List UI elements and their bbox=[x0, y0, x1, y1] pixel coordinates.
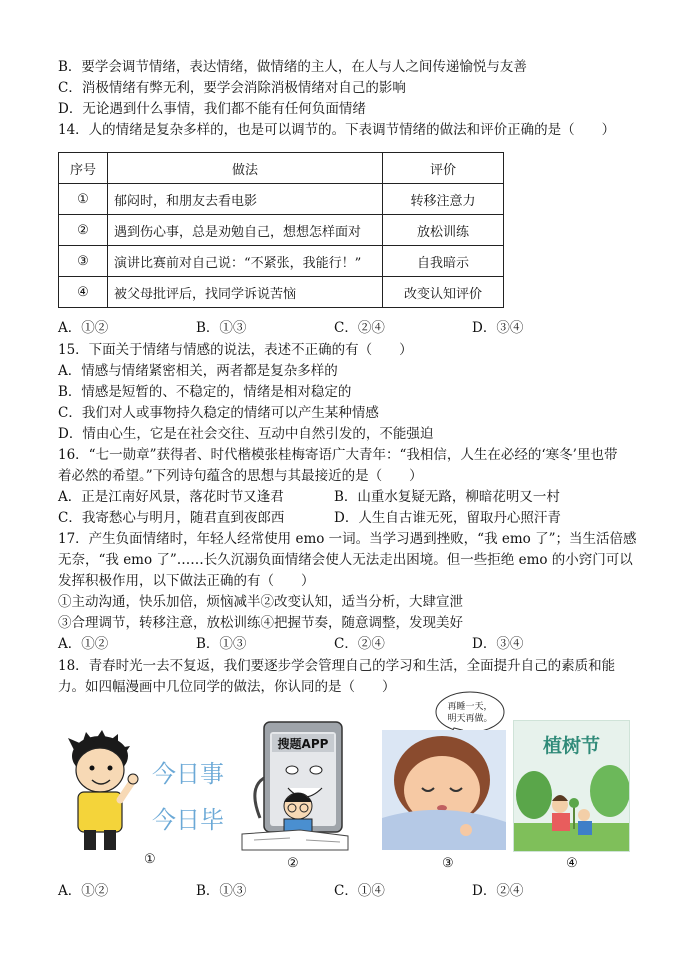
prev-option-b: B．要学会调节情绪，表达情绪，做情绪的主人，在人与人之间传递愉悦与友善 bbox=[58, 59, 527, 75]
pic3-bubble-line1: 再睡一天， bbox=[447, 702, 493, 712]
sleeping-child-image bbox=[382, 690, 506, 850]
pic1-text-line2: 今日毕 bbox=[152, 806, 224, 834]
option-d[interactable]: D．人生自古谁无死，留取丹心照汗青 bbox=[334, 510, 561, 526]
option-a[interactable]: A．正是江南好风景，落花时节又逢君 bbox=[58, 489, 284, 505]
header-no: 序号 bbox=[59, 153, 108, 184]
row-action: 遇到伤心事，总是劝勉自己，想想怎样面对 bbox=[108, 215, 383, 246]
q14-options bbox=[58, 318, 638, 338]
pic3-caption: ③ bbox=[442, 856, 454, 871]
table-row bbox=[59, 246, 504, 277]
tree-planting-illustration bbox=[514, 765, 629, 851]
q15-option-d[interactable]: D．情由心生，它是在社会交往、互动中自然引发的，不能强迫 bbox=[58, 426, 434, 442]
option-a[interactable]: A．①② bbox=[58, 636, 109, 652]
arbor-day-poster-image bbox=[513, 720, 630, 852]
option-b[interactable]: B．山重水复疑无路，柳暗花明又一村 bbox=[334, 489, 560, 505]
option-c[interactable]: C．②④ bbox=[334, 320, 385, 336]
cartoon-boy-image bbox=[60, 730, 230, 855]
pic1-text-line1: 今日事 bbox=[152, 760, 224, 788]
option-d[interactable]: D．③④ bbox=[472, 636, 524, 652]
header-eval: 评价 bbox=[383, 153, 504, 184]
option-c[interactable]: C．我寄愁心与明月，随君直到夜郎西 bbox=[58, 510, 285, 526]
q18-stem-line1: 18．青春时光一去不复返，我们要逐步学会管理自己的学习和生活，全面提升自己的素质和能 bbox=[58, 658, 616, 674]
pic2-caption: ② bbox=[287, 856, 299, 871]
row-action: 被父母批评后，找同学诉说苦恼 bbox=[108, 277, 383, 308]
pic2-app-label: 搜题APP bbox=[277, 737, 329, 751]
row-no: ② bbox=[59, 215, 108, 246]
row-eval: 自我暗示 bbox=[383, 246, 504, 277]
table-row bbox=[59, 215, 504, 246]
q16-stem-line1: 16．“七一勋章”获得者、时代楷模张桂梅寄语广大青年：“我相信，人生在必经的‘寒冬’里也带 bbox=[58, 447, 618, 463]
option-c[interactable]: C．①④ bbox=[334, 883, 385, 899]
q17-stem-line2: 无奈，“我 emo 了”……长久沉溺负面情绪会使人无法走出困境。但一些拒绝 emo 的小窍门可以 bbox=[58, 552, 633, 568]
option-b[interactable]: B．①③ bbox=[196, 320, 247, 336]
pic3-bubble-line2: 明天再做。 bbox=[447, 714, 493, 724]
option-c[interactable]: C．②④ bbox=[334, 636, 385, 652]
q18-options bbox=[58, 881, 638, 901]
row-eval: 放松训练 bbox=[383, 215, 504, 246]
table-header-row bbox=[59, 153, 504, 184]
row-no: ③ bbox=[59, 246, 108, 277]
row-eval: 转移注意力 bbox=[383, 184, 504, 215]
pic1-caption: ① bbox=[144, 852, 156, 867]
row-eval: 改变认知评价 bbox=[383, 277, 504, 308]
option-a[interactable]: A．①② bbox=[58, 883, 109, 899]
q17-items-line2: ③合理调节，转移注意，放松训练④把握节奏，随意调整，发现美好 bbox=[58, 615, 463, 631]
q15-option-c[interactable]: C．我们对人或事物持久稳定的情绪可以产生某种情感 bbox=[58, 405, 379, 421]
pic4-title: 植树节 bbox=[542, 735, 600, 757]
table-row bbox=[59, 184, 504, 215]
q16-options-row1 bbox=[58, 487, 638, 507]
q17-stem-line1: 17．产生负面情绪时，年轻人经常使用 emo 一词。当学习遇到挫败，“我 emo 了”；当生活倍感 bbox=[58, 531, 637, 547]
pic4-caption: ④ bbox=[566, 856, 578, 871]
table-row bbox=[59, 277, 504, 308]
option-b[interactable]: B．①③ bbox=[196, 636, 247, 652]
q15-option-a[interactable]: A．情感与情绪紧密相关，两者都是复杂多样的 bbox=[58, 363, 338, 379]
q18-stem-line2: 力。如四幅漫画中几位同学的做法，你认同的是（ ） bbox=[58, 679, 396, 695]
q15-stem: 15．下面关于情绪与情感的说法，表述不正确的有（ ） bbox=[58, 342, 413, 358]
q15-option-b[interactable]: B．情感是短暂的、不稳定的，情绪是相对稳定的 bbox=[58, 384, 352, 400]
row-action: 演讲比赛前对自己说：“不紧张，我能行！” bbox=[108, 246, 383, 277]
q14-stem: 14．人的情绪是复杂多样的，也是可以调节的。下表调节情绪的做法和评价正确的是（ ） bbox=[58, 122, 616, 138]
q17-items-line1: ①主动沟通，快乐加倍，烦恼减半②改变认知，适当分析，大肆宣泄 bbox=[58, 594, 463, 610]
option-a[interactable]: A．①② bbox=[58, 320, 109, 336]
search-app-cartoon-image bbox=[240, 718, 350, 853]
q17-stem-line3: 发挥积极作用，以下做法正确的有（ ） bbox=[58, 573, 315, 589]
prev-option-d: D．无论遇到什么事情，我们都不能有任何负面情绪 bbox=[58, 101, 366, 117]
row-no: ④ bbox=[59, 277, 108, 308]
row-no: ① bbox=[59, 184, 108, 215]
option-d[interactable]: D．③④ bbox=[472, 320, 524, 336]
option-b[interactable]: B．①③ bbox=[196, 883, 247, 899]
q16-options-row2 bbox=[58, 508, 638, 528]
q17-options bbox=[58, 634, 638, 654]
option-d[interactable]: D．②④ bbox=[472, 883, 524, 899]
q14-table bbox=[58, 152, 504, 308]
row-action: 郁闷时，和朋友去看电影 bbox=[108, 184, 383, 215]
prev-option-c: C．消极情绪有弊无利，要学会消除消极情绪对自己的影响 bbox=[58, 80, 406, 96]
header-action: 做法 bbox=[108, 153, 383, 184]
q16-stem-line2: 着必然的希望。”下列诗句蕴含的思想与其最接近的是（ ） bbox=[58, 468, 423, 484]
